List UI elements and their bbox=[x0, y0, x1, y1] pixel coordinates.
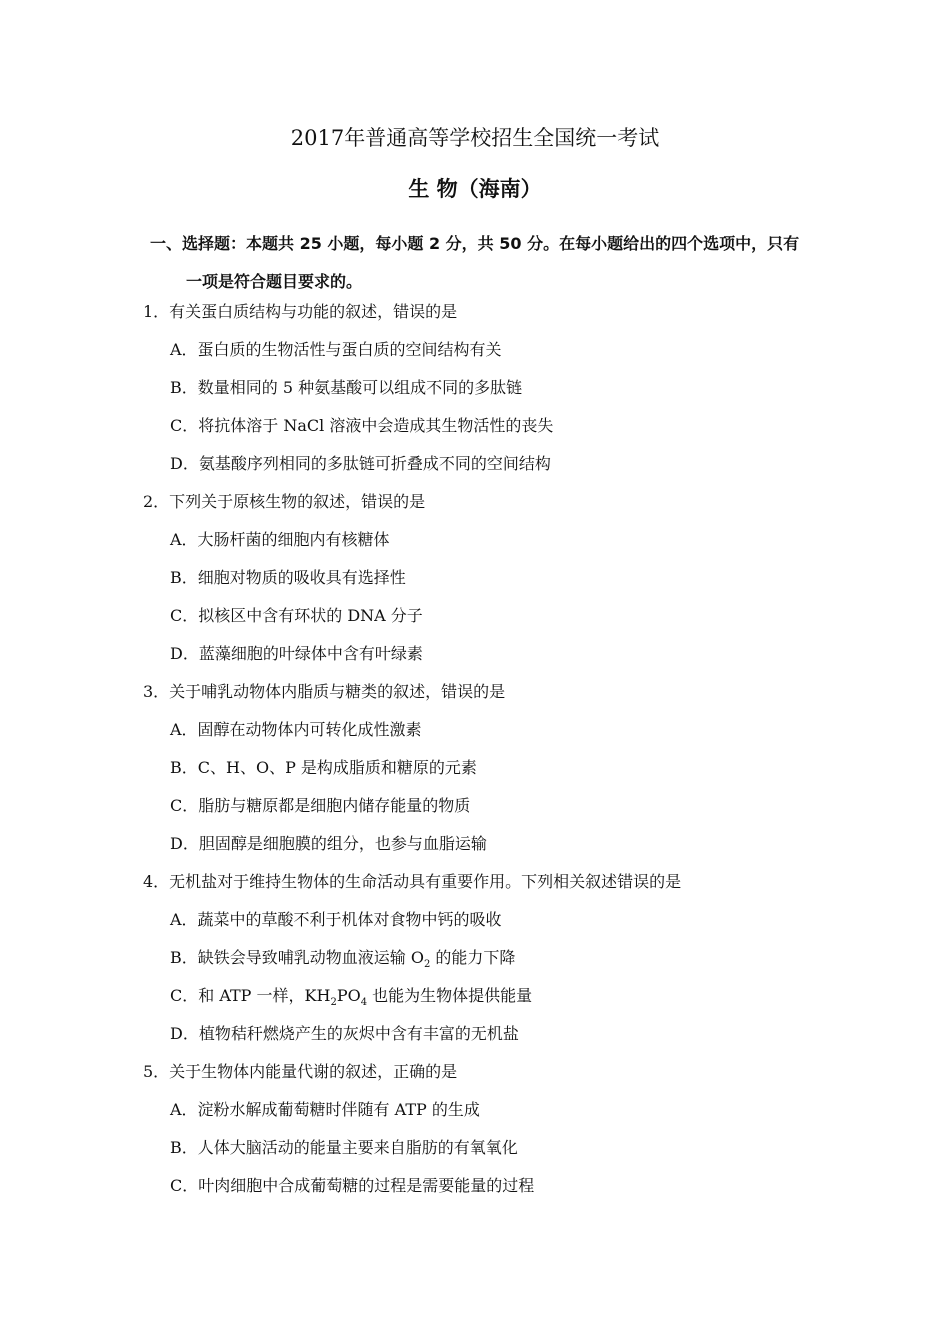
question-1-option-d: D．氨基酸序列相同的多肽链可折叠成不同的空间结构 bbox=[170, 454, 551, 473]
question-4-option-d: D．植物秸秆燃烧产生的灰烬中含有丰富的无机盐 bbox=[170, 1024, 519, 1043]
question-3-option-b: B．C、H、O、P 是构成脂质和糖原的元素 bbox=[170, 758, 477, 777]
question-5-stem: 5．关于生物体内能量代谢的叙述，正确的是 bbox=[143, 1062, 458, 1081]
q4c-text-post: 也能为生物体提供能量 bbox=[367, 986, 533, 1005]
q4b-text-pre: B．缺铁会导致哺乳动物血液运输 O bbox=[170, 948, 424, 967]
question-1-option-c: C．将抗体溶于 NaCl 溶液中会造成其生物活性的丧失 bbox=[170, 416, 554, 435]
question-5-option-a: A．淀粉水解成葡萄糖时伴随有 ATP 的生成 bbox=[170, 1100, 480, 1119]
section-instruction-line2: 一项是符合题目要求的。 bbox=[186, 272, 363, 291]
section-heading bbox=[150, 225, 815, 301]
question-5-option-c: C．叶肉细胞中合成葡萄糖的过程是需要能量的过程 bbox=[170, 1176, 535, 1195]
question-3-option-c: C．脂肪与糖原都是细胞内储存能量的物质 bbox=[170, 796, 471, 815]
q4c-subscript-1: 2 bbox=[330, 997, 337, 1008]
question-4-stem: 4．无机盐对于维持生物体的生命活动具有重要作用。下列相关叙述错误的是 bbox=[143, 872, 682, 891]
question-2-option-c: C．拟核区中含有环状的 DNA 分子 bbox=[170, 606, 423, 625]
q4c-subscript-2: 4 bbox=[360, 997, 368, 1008]
question-2-stem: 2．下列关于原核生物的叙述，错误的是 bbox=[143, 492, 426, 511]
q4c-text-pre: C．和 ATP 一样，KH bbox=[170, 986, 331, 1005]
subject-title: 生 物（海南） bbox=[408, 176, 542, 201]
q4b-subscript: 2 bbox=[423, 959, 431, 970]
q4b-text-post: 的能力下降 bbox=[430, 948, 516, 967]
question-4-option-c bbox=[170, 986, 532, 1013]
question-1-option-b: B．数量相同的 5 种氨基酸可以组成不同的多肽链 bbox=[170, 378, 523, 397]
question-2-option-d: D．蓝藻细胞的叶绿体中含有叶绿素 bbox=[170, 644, 423, 663]
question-2-option-b: B．细胞对物质的吸收具有选择性 bbox=[170, 568, 406, 587]
section-instruction-line1: 一、选择题：本题共 25 小题，每小题 2 分，共 50 分。在每小题给出的四个选项中，只有 bbox=[150, 234, 800, 253]
question-1-stem: 1．有关蛋白质结构与功能的叙述，错误的是 bbox=[143, 302, 458, 321]
question-4-option-b bbox=[170, 948, 515, 975]
question-2-option-a: A．大肠杆菌的细胞内有核糖体 bbox=[170, 530, 390, 549]
question-3-option-a: A．固醇在动物体内可转化成性激素 bbox=[170, 720, 422, 739]
q4c-text-mid: PO bbox=[336, 986, 361, 1005]
question-3-stem: 3．关于哺乳动物体内脂质与糖类的叙述，错误的是 bbox=[143, 682, 506, 701]
question-4-option-a: A．蔬菜中的草酸不利于机体对食物中钙的吸收 bbox=[170, 910, 502, 929]
question-3-option-d: D．胆固醇是细胞膜的组分，也参与血脂运输 bbox=[170, 834, 487, 853]
exam-title: 2017年普通高等学校招生全国统一考试 bbox=[290, 126, 660, 150]
question-1-option-a: A．蛋白质的生物活性与蛋白质的空间结构有关 bbox=[170, 340, 502, 359]
question-5-option-b: B．人体大脑活动的能量主要来自脂肪的有氧氧化 bbox=[170, 1138, 518, 1157]
